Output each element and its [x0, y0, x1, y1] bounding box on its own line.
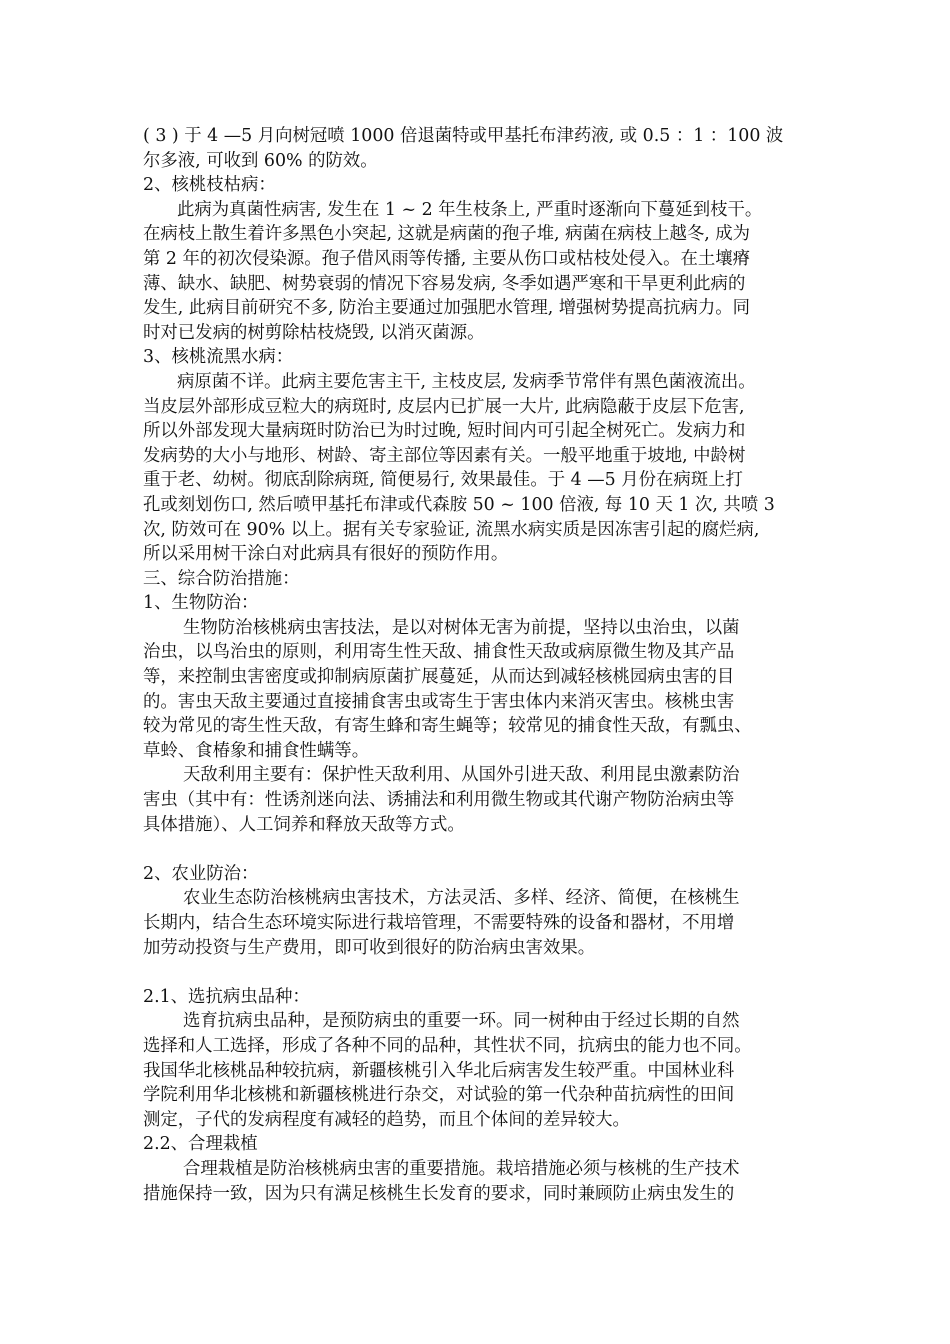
document-page	[143, 124, 823, 1206]
text-line: 我国华北核桃品种较抗病，新疆核桃引入华北后病害发生较严重。中国林业科	[143, 1060, 735, 1081]
text-line: 草蛉、食椿象和捕食性螨等。	[143, 740, 370, 761]
text-line: 次, 防效可在 90% 以上。据有关专家验证, 流黑水病实质是因冻害引起的腐烂病,	[143, 519, 760, 540]
text-line: 长期内，结合生态环境实际进行栽培管理，不需要特殊的设备和器材，不用增	[143, 913, 735, 933]
text-line: 所以采用树干涂白对此病具有很好的预防作用。	[143, 544, 509, 565]
text-line: 具体措施）、人工饲养和释放天敌等方式。	[143, 814, 465, 835]
text-line: 当皮层外部形成豆粒大的病斑时, 皮层内已扩展一大片, 此病隐蔽于皮层下危害,	[143, 396, 745, 417]
section-heading: 2、核桃枝枯病：	[143, 175, 276, 196]
text-line: 的。害虫天敌主要通过直接捕食害虫或寄生于害虫体内来消灭害虫。核桃虫害	[143, 691, 735, 712]
text-line: ( 3 ) 于 4 —5 月向树冠喷 1000 倍退菌特或甲基托布津药液, 或 0.5 ：1 ：100 波	[143, 126, 784, 146]
text-line: 治虫，以鸟治虫的原则，利用寄生性天敌、捕食性天敌或病原微生物及其产品	[143, 642, 735, 663]
text-line: 发病势的大小与地形、树龄、寄主部位等因素有关。一般平地重于坡地, 中龄树	[143, 445, 746, 466]
text-line: 此病为真菌性病害, 发生在 1 ~ 2 年生枝条上, 严重时逐渐向下蔓延到枝干。	[177, 199, 763, 220]
text-line: 农业生态防治核桃病虫害技术，方法灵活、多样、经济、简便，在核桃生	[183, 888, 740, 909]
blank-line	[143, 837, 823, 862]
text-line: 尔多液, 可收到 60% 的防效。	[143, 150, 378, 171]
text-line: 测定，子代的发病程度有减轻的趋势，而且个体间的差异较大。	[143, 1109, 630, 1130]
section-heading: 三、综合防治措施：	[143, 568, 300, 589]
blank-line	[143, 960, 823, 985]
text-line: 在病枝上散生着许多黑色小突起, 这就是病菌的孢子堆, 病菌在病枝上越冬, 成为	[143, 224, 751, 245]
section-heading: 2.1、选抗病虫品种：	[143, 986, 310, 1007]
text-line: 发生, 此病目前研究不多, 防治主要通过加强肥水管理, 增强树势提高抗病力。同	[143, 298, 751, 319]
text-line: 加劳动投资与生产费用，即可收到很好的防治病虫害效果。	[143, 937, 596, 958]
text-line: 学院利用华北核桃和新疆核桃进行杂交，对试验的第一代杂种苗抗病性的田间	[143, 1085, 735, 1106]
text-line: 所以外部发现大量病斑时防治已为时过晚, 短时间内可引起全树死亡。发病力和	[143, 421, 746, 442]
text-line: 选择和人工选择，形成了各种不同的品种，其性状不同，抗病虫的能力也不同。	[143, 1035, 752, 1056]
text-line: 薄、缺水、缺肥、树势衰弱的情况下容易发病, 冬季如遇严寒和干旱更利此病的	[143, 273, 746, 294]
text-line: 天敌利用主要有：保护性天敌利用、从国外引进天敌、利用昆虫激素防治	[183, 765, 740, 786]
text-line: 病原菌不详。此病主要危害主干, 主枝皮层, 发病季节常伴有黑色菌液流出。	[177, 371, 756, 392]
text-line: 选育抗病虫品种，是预防病虫的重要一环。同一树种由于经过长期的自然	[183, 1011, 740, 1032]
text-line: 重于老、幼树。彻底刮除病斑, 简便易行, 效果最佳。于 4 —5 月份在病斑上打	[143, 470, 743, 491]
section-heading: 3、核桃流黑水病：	[143, 347, 294, 368]
section-heading: 2、农业防治：	[143, 863, 259, 884]
text-line: 生物防治核桃病虫害技法，是以对树体无害为前提，坚持以虫治虫，以菌	[183, 617, 740, 638]
text-line: 第 2 年的初次侵染源。孢子借风雨等传播, 主要从伤口或枯枝处侵入。在土壤瘠	[143, 248, 751, 269]
text-line: 等，来控制虫害密度或抑制病原菌扩展蔓延，从而达到减轻核桃园病虫害的目	[143, 667, 735, 688]
text-line: 时对已发病的树剪除枯枝烧毁, 以消灭菌源。	[143, 322, 485, 343]
text-line: 孔或刻划伤口, 然后喷甲基托布津或代森胺 50 ~ 100 倍液, 每 10 天 1 次, 共喷 3	[143, 494, 775, 515]
section-heading: 1、生物防治：	[143, 593, 259, 614]
text-line: 合理栽植是防治核桃病虫害的重要措施。栽培措施必须与核桃的生产技术	[183, 1158, 740, 1179]
text-line: 较为常见的寄生性天敌，有寄生蜂和寄生蝇等；较常见的捕食性天敌，有瓢虫、	[143, 716, 752, 737]
text-line: 措施保持一致，因为只有满足核桃生长发育的要求，同时兼顾防止病虫发生的	[143, 1183, 735, 1204]
section-heading: 2.2、合理栽植	[143, 1134, 258, 1155]
text-line: 害虫（其中有：性诱剂迷向法、诱捕法和利用微生物或其代谢产物防治病虫等	[143, 790, 735, 811]
